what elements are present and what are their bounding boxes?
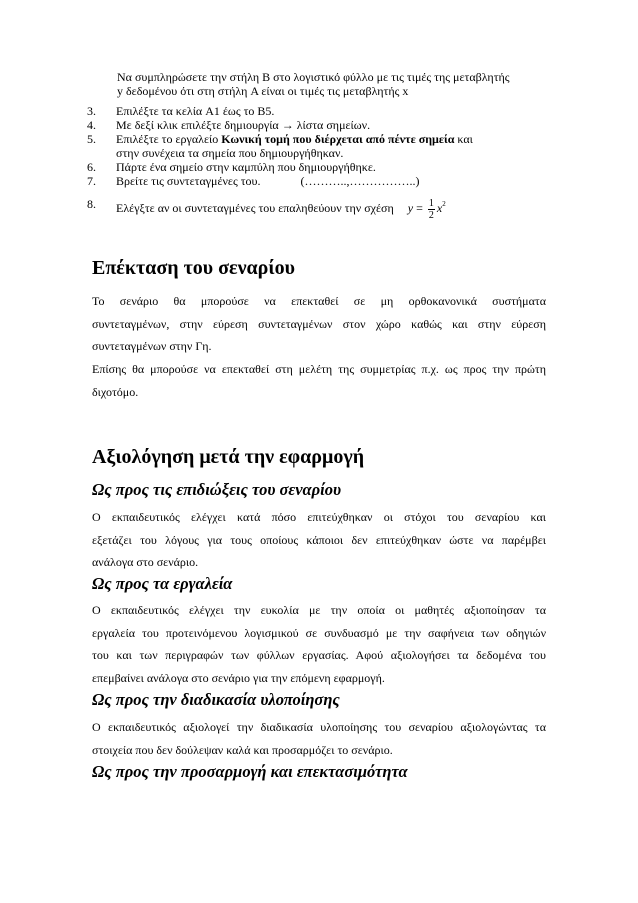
paragraph-line: Ο εκπαιδευτικός αξιολογεί την διαδικασία υλοποίησης του σεναρίου αξιολογώντας τα — [92, 720, 546, 734]
paragraph-line: εξετάζει του λόγους για τους οποίους κάποιοι δεν επιτεύχθηκαν ώστε να παρέμβει — [92, 532, 546, 547]
step-number: 8. — [87, 197, 96, 211]
step-number: 6. — [87, 160, 96, 174]
intro-line-1: Να συμπληρώσετε την στήλη B στο λογιστικό φύλλο με τις τιμές της μεταβλητής — [117, 70, 510, 84]
coordinates-blank: (………..,……………..) — [300, 174, 420, 188]
step-text-bold: Κωνική τομή που διέρχεται από πέντε σημεία — [221, 132, 455, 146]
goals-paragraph — [92, 506, 546, 574]
equation-variable: x — [436, 201, 443, 215]
step-text: Ελέγξτε αν οι συντεταγμένες του επαληθεύουν την σχέση — [116, 201, 394, 215]
paragraph-line: Ο εκπαιδευτικός ελέγχει κατά πόσο επιτεύχθηκαν οι στόχοι του σεναρίου και — [92, 510, 546, 524]
paragraph-line: Το σενάριο θα μπορούσε να επεκταθεί σε μη ορθοκανονικά συστήματα — [92, 294, 546, 308]
paragraph-line: Ο εκπαιδευτικός ελέγχει την ευκολία με την οποία οι μαθητές αξιοποίησαν τα — [92, 603, 546, 617]
list-item — [87, 118, 547, 132]
subheading-process: Ως προς την διαδικασία υλοποίησης — [92, 690, 340, 709]
step-text: Πάρτε ένα σημείο στην καμπύλη που δημιουργήθηκε. — [116, 160, 376, 174]
list-item — [87, 104, 547, 118]
equation-fraction — [428, 198, 435, 221]
paragraph-line: ανάλογα στο σενάριο. — [92, 555, 199, 570]
step-text: Βρείτε τις συντεταγμένες του. — [116, 174, 261, 188]
paragraph-line: επεμβαίνει ανάλογα στο σενάριο για την επόμενη εφαρμογή. — [92, 671, 385, 686]
steps-list — [87, 104, 547, 221]
step-text-line2: στην συνέχεια τα σημεία που δημιουργήθηκαν. — [116, 146, 344, 160]
list-item — [87, 160, 547, 174]
list-item — [87, 132, 547, 160]
step-number: 3. — [87, 104, 96, 118]
section-heading-extension: Επέκταση του σεναρίου — [92, 257, 295, 279]
list-item — [87, 192, 547, 221]
equation-exponent: 2 — [442, 200, 446, 208]
paragraph-line: του και των περιγραφών των φύλλων εργασίας. Αφού αξιολογήσει τα δεδομένα του — [92, 648, 546, 663]
fraction-denominator: 2 — [428, 209, 434, 221]
list-item — [87, 174, 547, 188]
process-paragraph — [92, 716, 546, 761]
step-number: 4. — [87, 118, 96, 132]
tools-paragraph — [92, 599, 546, 690]
extension-paragraph-1 — [92, 290, 546, 358]
step-text: Επιλέξτε το εργαλείο — [116, 132, 222, 146]
paragraph-line: εργαλεία του προτεινόμενου λογισμικού σε συνδυασμό με την σαφήνεια των οδηγιών — [92, 625, 546, 640]
paragraph-line: διχοτόμο. — [92, 384, 139, 399]
equation-lhs: y — [407, 201, 414, 215]
intro-line-2: y δεδομένου ότι στη στήλη A είναι οι τιμές τις μεταβλητής x — [117, 84, 409, 98]
step-text: Με δεξί κλικ επιλέξτε δημιουργία → λίστα σημείων. — [116, 118, 371, 132]
intro-block — [117, 70, 547, 98]
fraction-numerator: 1 — [428, 197, 434, 209]
step-text-tail: και — [454, 132, 473, 146]
section-heading-evaluation: Αξιολόγηση μετά την εφαρμογή — [92, 446, 365, 468]
subheading-adaptation: Ως προς την προσαρμογή και επεκτασιμότητα — [92, 762, 408, 781]
step-text: Επιλέξτε τα κελία A1 έως το B5. — [116, 104, 275, 118]
subheading-goals: Ως προς τις επιδιώξεις του σεναρίου — [92, 480, 342, 499]
equation-sign: = — [416, 201, 423, 215]
step-number: 7. — [87, 174, 96, 188]
paragraph-line: συντεταγμένων, στην εύρεση συντεταγμένων στον χώρο καθώς και στην εύρεση — [92, 316, 546, 331]
paragraph-line: Επίσης θα μπορούσε να επεκταθεί στη μελέτη της συμμετρίας π.χ. ως προς την πρώτη — [92, 362, 546, 376]
subheading-tools: Ως προς τα εργαλεία — [92, 574, 233, 593]
step-number: 5. — [87, 132, 96, 146]
extension-paragraph-2 — [92, 358, 546, 403]
paragraph-line: συντεταγμένων στην Γη. — [92, 339, 212, 354]
paragraph-line: στοιχεία που δεν δούλεψαν καλά και προσαρμόζει το σενάριο. — [92, 742, 393, 757]
